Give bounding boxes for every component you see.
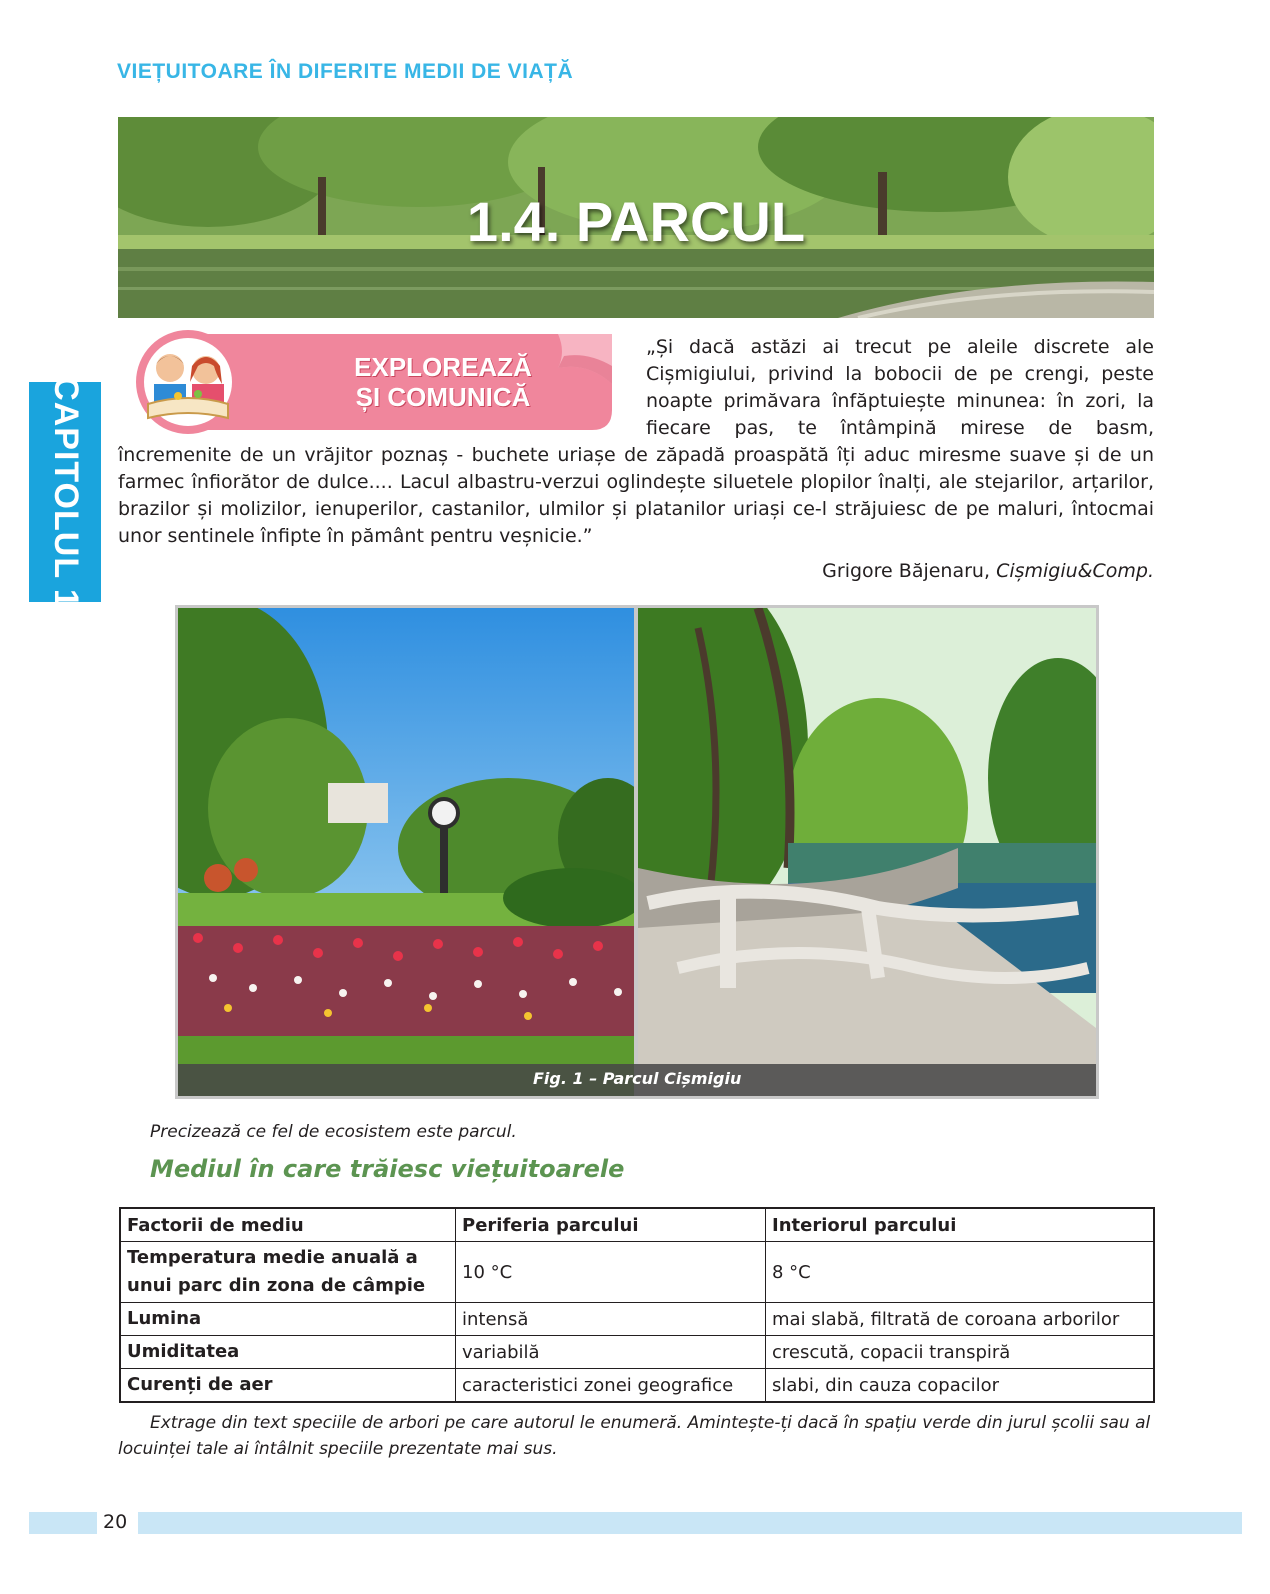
table-header-row <box>120 1208 1154 1242</box>
header-factor: Factorii de mediu <box>120 1208 456 1242</box>
figure-photos <box>175 605 1099 1099</box>
footer-bar-right <box>138 1512 1242 1534</box>
quote-text: „Și dacă astăzi ai trecut pe aleile discrete ale Cișmigiului, privind la bobocii de pe crengi, peste noapte primăvara înfăptuiește minunea: în zori, la fiecare pas, te întâmpină mirese de basm, încremenite de un vrăjitor poznaș - buchete uriașe de zăpadă proaspătă îți aduc miresme suave și de un farmec înfiorător de dulce.... Lacul albastru-verzui oglindește siluetele plopilor înalți, ale stejarilor, arțarilor, brazilor și molizilor, ienuperilor, castanilor, ulmilor și platanilor uriași ce-l străjuiesc de pe maluri, întocmai unor sentinele înfipte în pământ pentru veșnicie.” <box>118 336 1154 547</box>
table-row <box>120 1303 1154 1336</box>
cell-interior: mai slabă, filtrată de coroana arborilor <box>766 1303 1155 1336</box>
figure-caption: Fig. 1 – Parcul Cișmigiu <box>533 1069 742 1088</box>
cell-periphery: intensă <box>456 1303 766 1336</box>
chapter-side-label: CAPITOLUL 1 <box>46 375 85 609</box>
environment-factors-table <box>119 1207 1155 1403</box>
cell-interior: crescută, copacii transpiră <box>766 1336 1155 1369</box>
section-title: Mediul în care trăiesc viețuitoarele <box>150 1155 625 1183</box>
chapter-side-tab <box>29 375 101 609</box>
explore-label-line1: EXPLOREAZĂ <box>354 352 532 382</box>
photo-park-lake <box>638 608 1096 1096</box>
table-row <box>120 1336 1154 1369</box>
cell-interior: 8 °C <box>766 1242 1155 1303</box>
cell-interior: slabi, din cauza copacilor <box>766 1369 1155 1403</box>
cell-factor: Temperatura medie anuală a unui parc din zona de câmpie <box>120 1242 456 1303</box>
cell-factor: Curenți de aer <box>120 1369 456 1403</box>
chapter-title: 1.4. PARCUL <box>466 190 806 253</box>
photo-park-clock <box>178 608 634 1096</box>
cell-factor: Lumina <box>120 1303 456 1336</box>
tree-species-task: Extrage din text speciile de arbori pe care autorul le enumeră. Amintește-ți dacă în spațiu verde din jurul școlii sau al locuinței tale ai întâlnit speciile prezentate mai sus. <box>118 1413 1151 1459</box>
chapter-banner <box>118 117 1154 318</box>
table-row <box>120 1242 1154 1303</box>
quote-author: Grigore Băjenaru, <box>822 560 991 582</box>
literary-quote <box>118 334 1154 550</box>
page-number: 20 <box>103 1511 128 1533</box>
cell-periphery: variabilă <box>456 1336 766 1369</box>
footer-bar-left <box>29 1512 97 1534</box>
ecosystem-question: Precizează ce fel de ecosistem este parcul. <box>150 1122 517 1142</box>
running-head: VIEȚUITOARE ÎN DIFERITE MEDII DE VIAȚĂ <box>117 60 574 83</box>
cell-periphery: 10 °C <box>456 1242 766 1303</box>
cell-periphery: caracteristici zonei geografice <box>456 1369 766 1403</box>
cell-factor: Umiditatea <box>120 1336 456 1369</box>
quote-work: Cișmigiu&Comp. <box>996 560 1154 582</box>
explore-label-line2: ȘI COMUNICĂ <box>355 382 531 412</box>
figure-caption-bar <box>178 1064 1096 1096</box>
header-periphery: Periferia parcului <box>456 1208 766 1242</box>
header-interior: Interiorul parcului <box>766 1208 1155 1242</box>
quote-source <box>822 560 1154 582</box>
table-row <box>120 1369 1154 1403</box>
